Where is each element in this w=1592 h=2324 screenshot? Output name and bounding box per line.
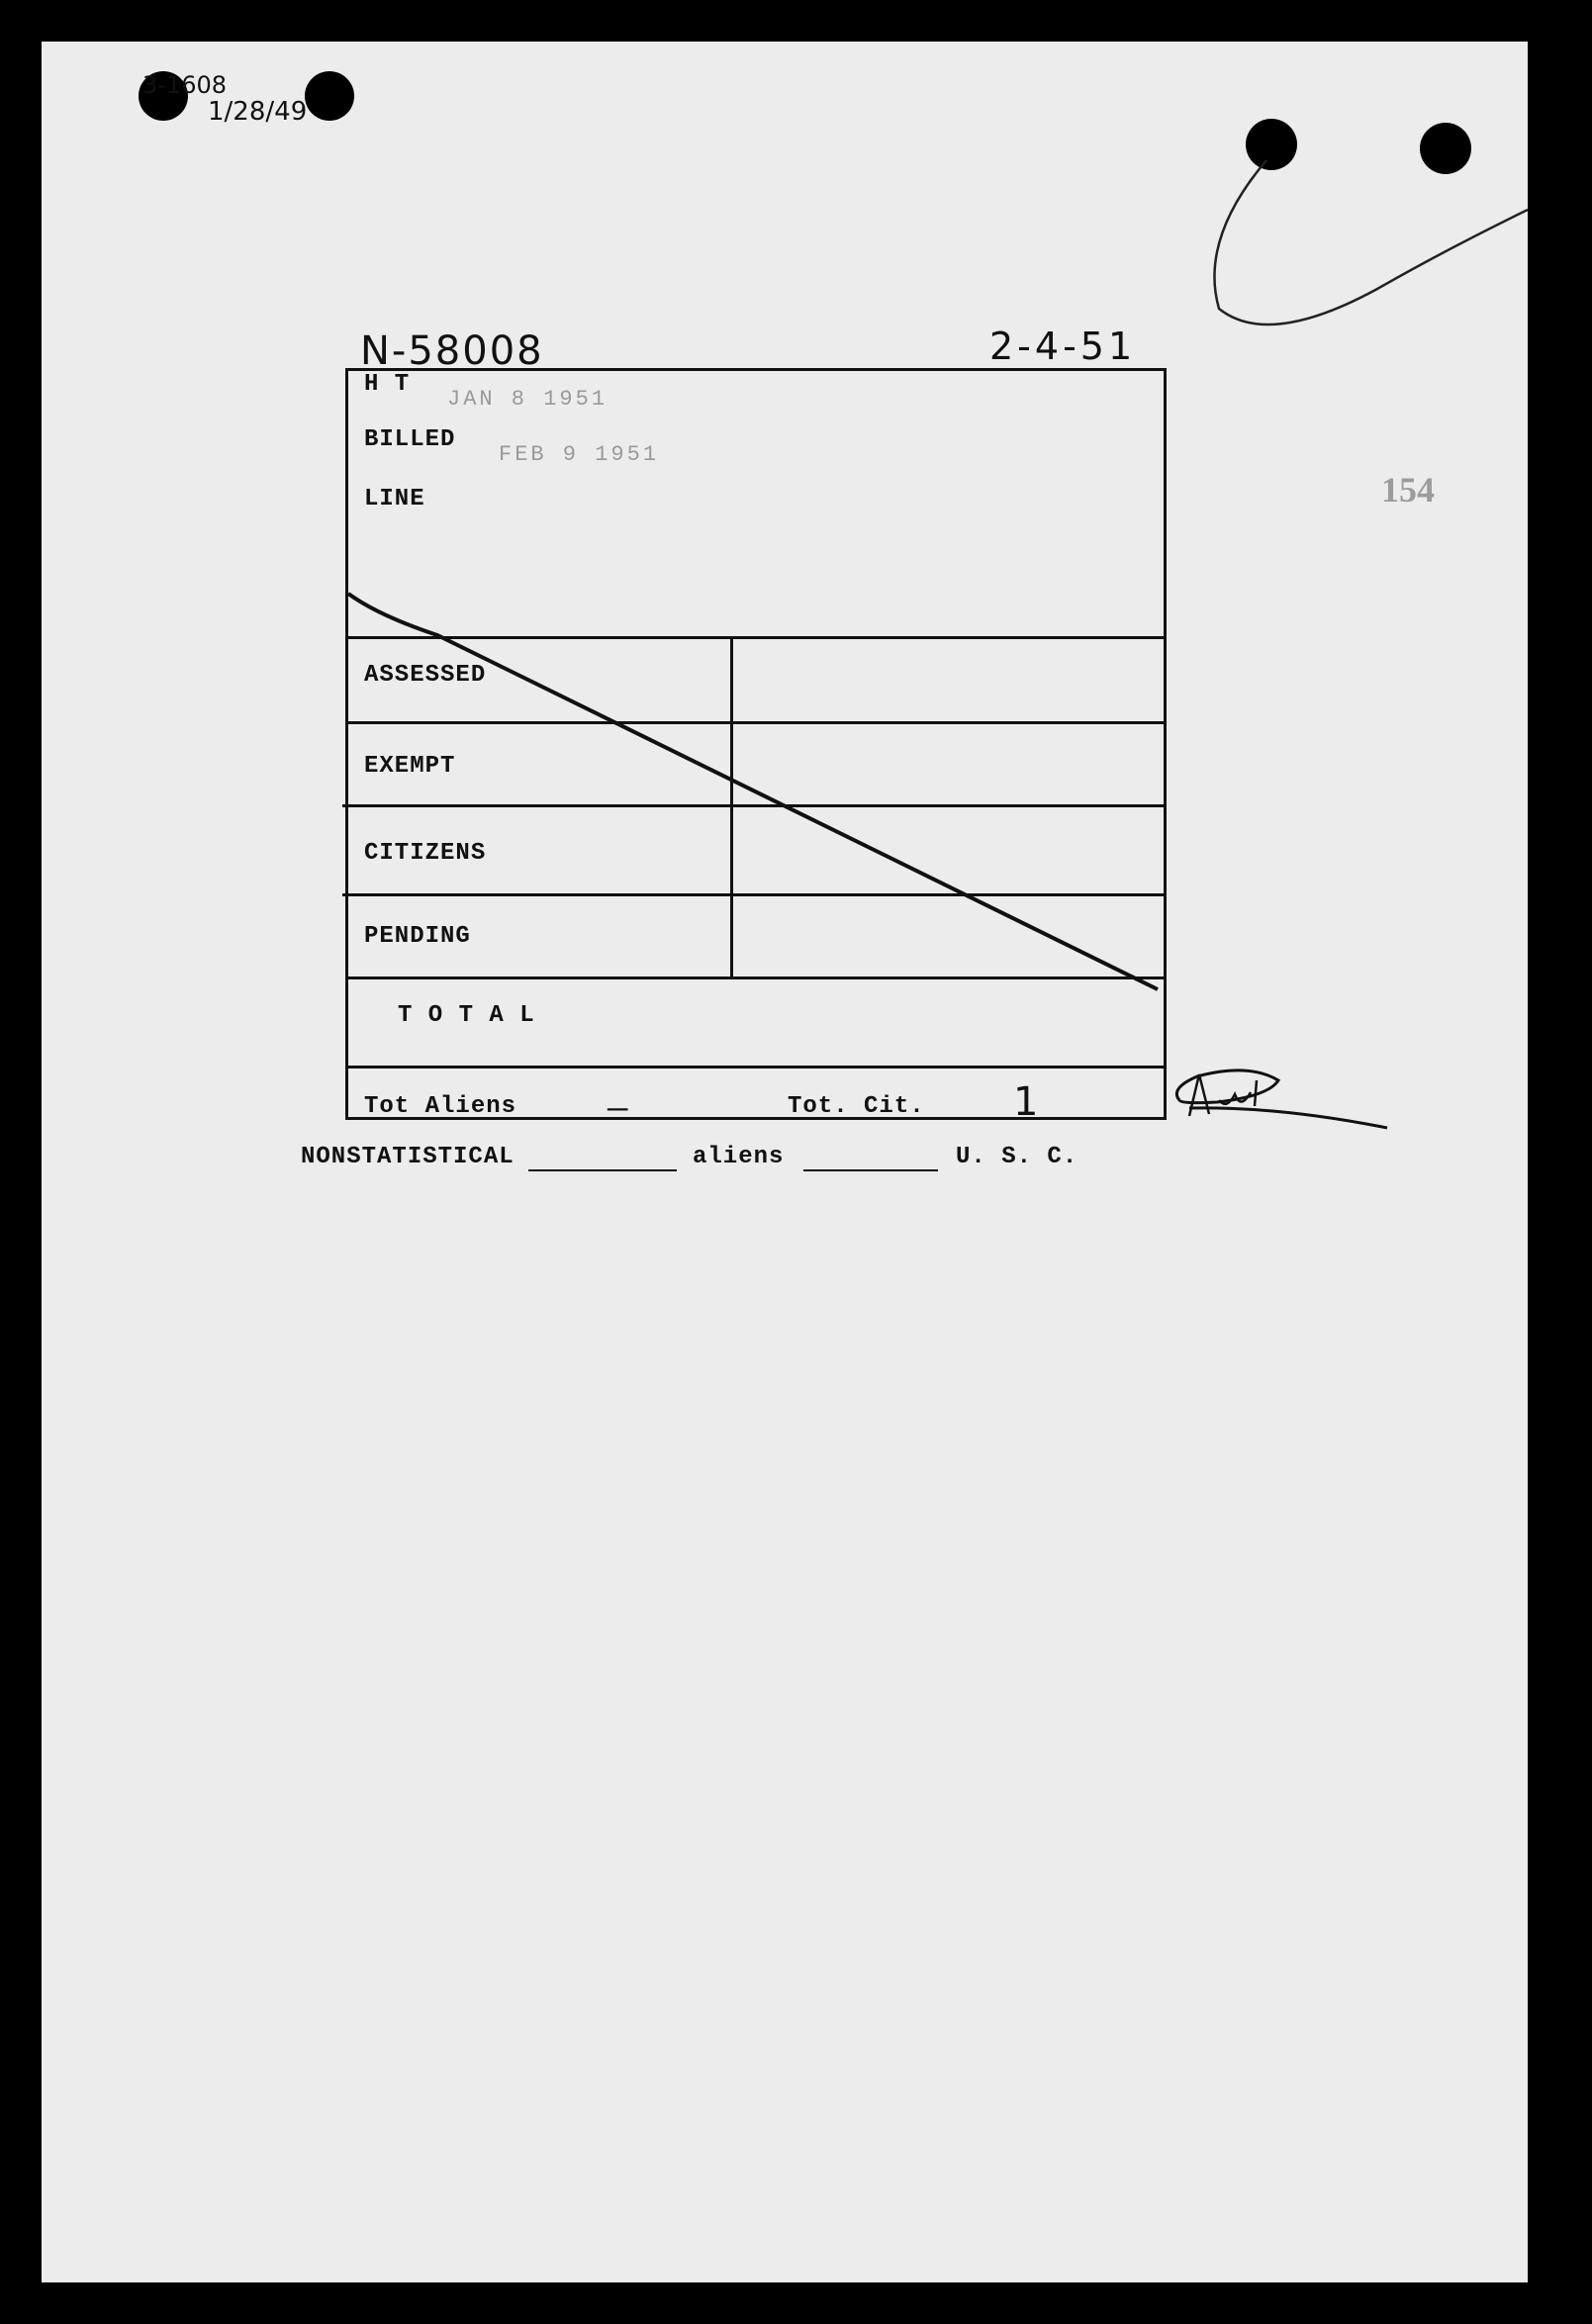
- form-number: N-58008: [360, 328, 544, 374]
- label-ht: H T: [364, 371, 411, 398]
- label-nonstatistical: NONSTATISTICAL: [301, 1144, 515, 1170]
- value-tot-cit: 1: [1013, 1079, 1039, 1125]
- label-assessed: ASSESSED: [364, 662, 487, 689]
- label-billed: BILLED: [364, 426, 456, 453]
- label-citizens: CITIZENS: [364, 840, 487, 867]
- document-page: [42, 42, 1528, 2282]
- page-number: 154: [1381, 470, 1435, 510]
- label-tot-aliens: Tot Aliens: [364, 1093, 517, 1120]
- label-tot-cit: Tot. Cit.: [788, 1093, 925, 1120]
- received-stamp: JAN 8 1951: [447, 387, 609, 412]
- corner-note-line2: 1/28/49: [208, 97, 308, 127]
- billed-stamp: FEB 9 1951: [499, 442, 660, 467]
- form-date: 2-4-51: [989, 325, 1137, 368]
- label-exempt: EXEMPT: [364, 753, 456, 780]
- cancel-stroke: [348, 594, 1158, 989]
- corner-note-line1: 3-1608: [142, 71, 228, 99]
- initials-mark: [1176, 1070, 1387, 1128]
- pen-strokes: [42, 42, 1528, 2282]
- label-pending: PENDING: [364, 923, 471, 950]
- label-usc: U. S. C.: [956, 1144, 1078, 1170]
- value-tot-aliens: —: [608, 1091, 629, 1129]
- margin-curve-stroke: [1214, 160, 1528, 325]
- label-line: LINE: [364, 486, 425, 512]
- label-aliens: aliens: [693, 1144, 785, 1170]
- label-total: T O T A L: [398, 1002, 535, 1029]
